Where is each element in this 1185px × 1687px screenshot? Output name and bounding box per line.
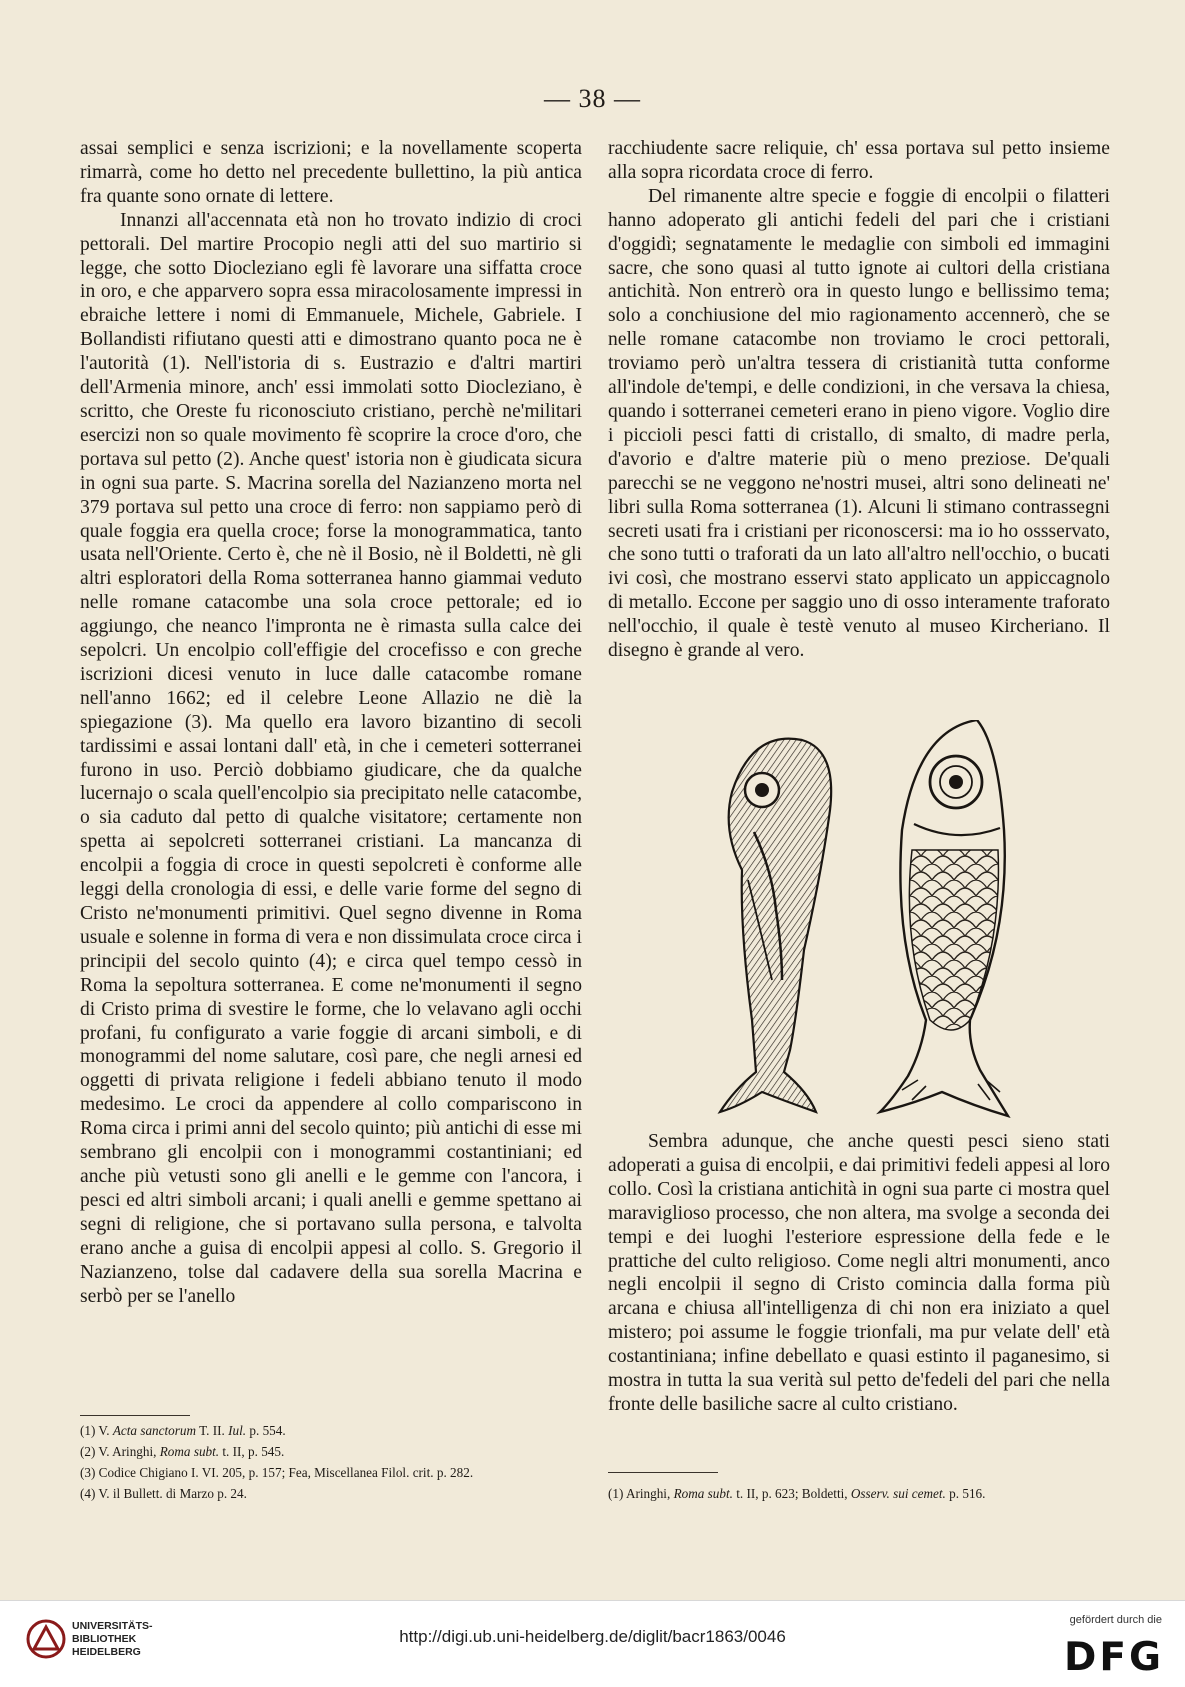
left-footnote-2: (2) V. Aringhi, Roma subt. t. II, p. 545. [80, 1444, 285, 1459]
left-footnote-1: (1) V. Acta sanctorum T. II. Iul. p. 554. [80, 1423, 286, 1438]
right-paragraph-2: Del rimanente altre specie e foggie di encolpii o filatteri hanno adoperato gli antichi fedeli del pari che i cristiani d'oggidì; segnatamente le medaglie con simboli ed immagini sacre, che sono quasi al tutto ignote ai cultori della cristiana antichità. Non entrerò ora in questo lungo e bellissimo tema; solo a conchiusione del mio ragionamento accennerò, che se nelle romane catacombe non troviamo le croci pettorali, troviamo però un'altra tessera di cristianità tutta conforme all'indole de'tempi, e delle condizioni, in che versava la chiesa, quando i sotterranei cemeteri erano in pieno vigore. Voglio dire i piccioli pesci fatti di cristallo, di smalto, di madre perla, d'avorio e d'altre materie più o meno preziose. De'quali parecchi se ne veggono ne'nostri musei, altri sono delineati ne' libri sulla Roma sotterranea (1). Alcuni li stimano contrassegni secreti usati fra i cristiani per riconoscersi: ma io ho ossservato, che sono tutti o traforati da un lato all'altro nell'occhio, o bucati ivi così, che mostrano esservi stato applicato un appiccagnolo di metallo. Eccone per saggio uno di osso interamente traforato nell'occhio, il quale è testè venuto al museo Kircheriano. Il disegno è grande al vero. [608, 185, 1110, 662]
right-paragraph-3: Sembra adunque, che anche questi pesci sieno stati adoperati a guisa di encolpii, e dai primitivi fedeli appesi al loro collo. Così la cristiana antichità in ogni sua parte ci mostra quel maraviglioso processo, che non altera, ma svolge a seconda dei tempi e dei luoghi l'esteriore espressione della fede e le prattiche del culto religioso. Come negli altri monumenti, anco negli encolpii il segno di Cristo comincia dalla forma più arcana e chiusa all'intelligenza di chi non era iniziato a quel mistero; poi assume le foggie trionfali, ma pur velate dell' età costantiniana; infine debellato e quasi estinto il paganesimo, si mostra in tutta la sua verità sul petto de'fedeli del pari che nella fronte delle basiliche sacre al culto cristiano. [608, 1131, 1110, 1415]
right-column-top [608, 137, 1110, 697]
library-name: UNIVERSITÄTS- BIBLIOTHEK HEIDELBERG [72, 1620, 153, 1658]
funded-by-label: gefördert durch die [1069, 1614, 1162, 1626]
left-paragraph-2: Innanzi all'accennata età non ho trovato indizio di croci pettorali. Del martire Procopio negli atti del suo martirio si legge, che sotto Diocleziano egli fè lavorare una siffatta croce in oro, e che apparvero sopra essa miracolosamente impressi in ebraiche lettere i nomi di Emmanuele, Michele, Gabriele. I Bollandisti rifiutano questi atti e dimostrano quanto poca ne è l'autorità (1). Nell'istoria di s. Eustrazio e d'altri martiri dell'Armenia minore, anch' essi immolati sotto Diocleziano, è scritto, che Oreste fu riconosciuto cristiano, perchè ne'militari esercizi non so quale movimento fè scoprire la croce d'oro, che portava sul petto (2). Anche quest' istoria non è giudicata sicura in ogni sua parte. S. Macrina sorella del Nazianzeno morta nel 379 portava sul petto una croce di ferro: non sappiamo però di quale foggia era quella croce; forse la monogrammatica, tanto usata nell'Oriente. Certo è, che nè il Bosio, nè il Boldetti, nè gli altri esploratori della Roma sotterranea hanno giammai veduto nelle romane catacombe una sola croce pettorale; ed io aggiungo, che neanco l'impronta ne è rimasta sulla calce dei sepolcri. Un encolpio coll'effigie del crocefisso e con greche iscrizioni dicesi venuto in luce dalle catacombe romane nell'anno 1662; ed il celebre Leone Allazio ne diè la spiegazione (3). Ma quello era lavoro bizantino di secoli tardissimi e assai lontani dall' età, in che i cemeteri sotterranei furono in uso. Perciò dobbiamo giudicare, che da qualche lucernajo o scala quell'encolpio sia precipitato nelle catacombe, o sia caduto dal petto di qualche visitatore; certamente non spetta ai sepolcreti sotterranei cristiani. La mancanza di encolpii a foggia di croce in questi sepolcreti è conforme alle leggi della cronologia di essi, e delle varie forme del segno di Cristo ne'monumenti primitivi. Quel segno divenne in Roma usuale e solenne in forma di vera e non dissimulata croce circa i principii del secolo quinto (4); e circa quel tempo cessò in Roma la sepoltura sotterranea. E come ne'monumenti il segno di Cristo prima di svestire le forme, che lo velavano agli occhi profani, fu configurato a varie foggie di arcani simboli, e di monogrammi del nome salutare, così pare, che negli arnesi ed oggetti di privata religione i fedeli abbiano tenuto il modo medesimo. Le croci da appendere al collo compariscono in Roma circa i primi anni del secolo quinto; più antichi di esse mi sembrano gli encolpii con i monogrammi costantiniani; ed anche più vetusti sono gli anelli e le gemme con l'ancora, i pesci ed altri simboli arcani; i quali anelli e gemme spettano ai segni di religione, che si portavano sulla persona, e talvolta erano anche a guisa di encolpii appesi al collo. S. Gregorio il Nazianzeno, tolse dal cadavere della sua sorella Macrina e serbò per se l'anello [80, 209, 582, 1307]
source-url[interactable]: http://digi.ub.uni-heidelberg.de/diglit/bacr1863/0046 [399, 1627, 786, 1646]
right-footnote-rule [608, 1472, 718, 1473]
left-footnote-3: (3) Codice Chigiano I. VI. 205, p. 157; Fea, Miscellanea Filol. crit. p. 282. [80, 1465, 474, 1480]
left-footnote-rule [80, 1415, 190, 1416]
fish-scaled-drawing [880, 720, 1008, 1116]
left-footnote-4: (4) V. il Bullett. di Marzo p. 24. [80, 1486, 247, 1501]
right-paragraph-1: racchiudente sacre reliquie, ch' essa portava sul petto insieme alla sopra ricordata croce di ferro. [608, 138, 1110, 183]
fish-profile-drawing [720, 739, 831, 1112]
fish-encolpion-illustration [712, 720, 1128, 1118]
dfg-logo: DFG [1063, 1635, 1164, 1680]
left-column [80, 137, 582, 1308]
viewer-footer [0, 1600, 1185, 1687]
left-paragraph-1: assai semplici e senza iscrizioni; e la novellamente scoperta rimarrà, come ho detto nel precedente bullettino, la più antica fra quante sono ornate di lettere. [80, 138, 582, 207]
right-footnote-1: (1) Aringhi, Roma subt. t. II, p. 623; Boldetti, Osserv. sui cemet. p. 516. [608, 1486, 986, 1501]
page-number: — 38 — [544, 84, 641, 113]
right-column-bottom [608, 1130, 1110, 1417]
